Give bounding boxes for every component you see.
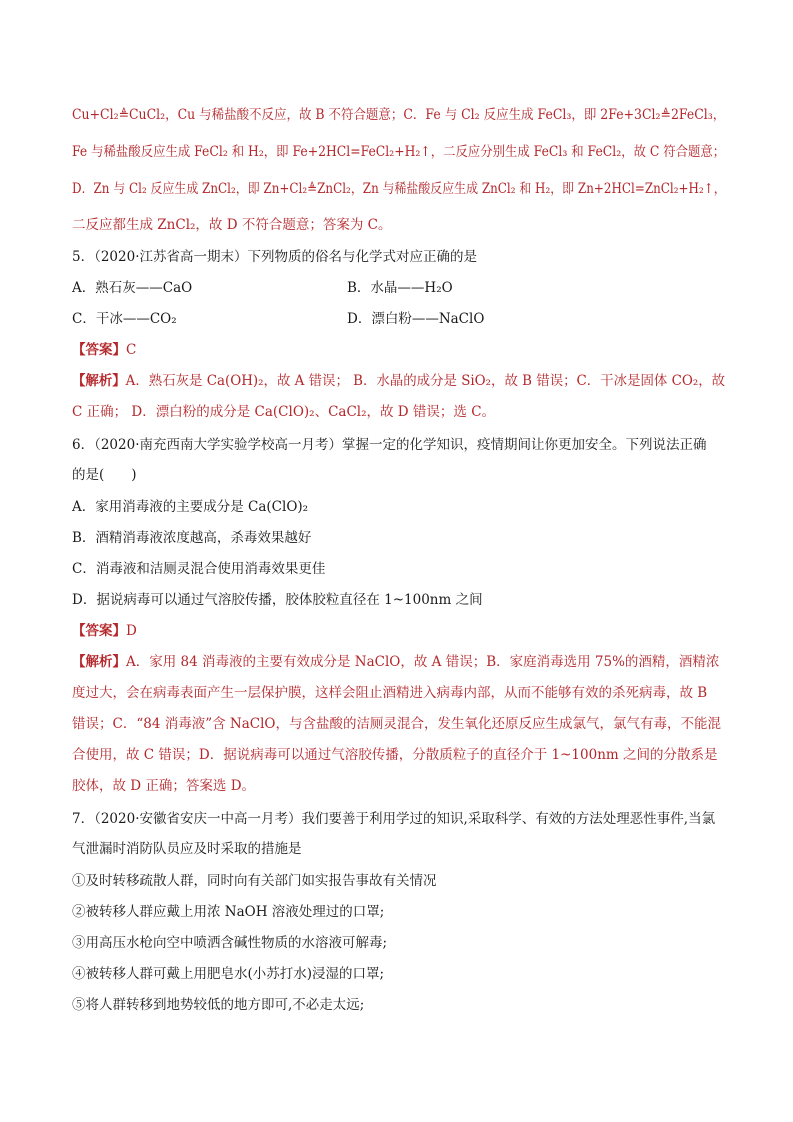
q6-answer [72, 622, 723, 640]
q5-answer [72, 341, 723, 359]
q7-item-1: ①及时转移疏散人群，同时向有关部门如实报告事故有关情况 [72, 873, 437, 889]
answer-value: C [126, 342, 137, 358]
q6-analysis-line-2: 度过大，会在病毒表面产生一层保护膜，这样会阻止酒精进入病毒内部，从而不能够有效的杀死病毒，故 B [72, 685, 708, 701]
q5-option-a: A．熟石灰——CaO [72, 280, 193, 296]
q5-analysis-line-2: C 正确； D．漂白粉的成分是 Ca(ClO)₂、CaCl₂，故 D 错误；选 C。 [72, 404, 496, 420]
analysis-label: 【解析】 [72, 654, 126, 670]
answer-label: 【答案】 [72, 623, 126, 639]
q5-option-b: B．水晶——H₂O [347, 280, 453, 296]
q5-option-c: C．干冰——CO₂ [72, 311, 177, 327]
answer-value: D [126, 623, 137, 639]
q6-analysis-line-3: 错误；C．“84 消毒液”含 NaClO，与含盐酸的洁厕灵混合，发生氧化还原反应生成氯气，氯气有毒，不能混 [72, 716, 721, 732]
q6-analysis-line-5: 胶体，故 D 正确；答案选 D。 [72, 778, 256, 794]
prev-analysis-line-2: Fe 与稀盐酸反应生成 FeCl₂ 和 H₂，即 Fe+2HCl=FeCl₂+H₂↑，二反应分别生成 FeCl₃ 和 FeCl₂，故 C 符合题意； [72, 144, 726, 160]
q6-option-c: C．消毒液和洁厕灵混合使用消毒效果更佳 [72, 561, 326, 577]
q7-stem-line-2: 气泄漏时消防队员应及时采取的措施是 [72, 841, 302, 857]
q6-stem-line-1: 6．（2020·南充西南大学实验学校高一月考）掌握一定的化学知识，疫情期间让你更加安全。下列说法正确 [72, 437, 707, 453]
q6-option-a: A．家用消毒液的主要成分是 Ca(ClO)₂ [72, 499, 309, 515]
prev-analysis-line-4: 二反应都生成 ZnCl₂，故 D 不符合题意；答案为 C。 [72, 217, 392, 233]
q7-stem-line-1: 7．（2020·安徽省安庆一中高一月考）我们要善于利用学过的知识,采取科学、有效的方法处理恶性事件,当氯 [72, 811, 716, 827]
q7-item-2: ②被转移人群应戴上用浓 NaOH 溶液处理过的口罩; [72, 904, 385, 920]
q6-option-d: D．据说病毒可以通过气溶胶传播，胶体胶粒直径在 1~100nm 之间 [72, 592, 483, 608]
q6-stem-line-2: 的是( ) [72, 467, 137, 483]
q6-analysis-line-1 [72, 653, 723, 671]
q7-item-5: ⑤将人群转移到地势较低的地方即可,不必走太远; [72, 997, 365, 1013]
q5-analysis-line-1 [72, 372, 726, 390]
prev-analysis-line-3: D．Zn 与 Cl₂ 反应生成 ZnCl₂，即 Zn+Cl₂≜ZnCl₂，Zn 与稀盐酸反应生成 ZnCl₂ 和 H₂，即 Zn+2HCl=ZnCl₂+H₂↑， [72, 181, 726, 197]
prev-analysis-line-1: Cu+Cl₂≜CuCl₂，Cu 与稀盐酸不反应，故 B 不符合题意；C．Fe 与 Cl₂ 反应生成 FeCl₃，即 2Fe+3Cl₂≜2FeCl₃， [72, 107, 726, 123]
analysis-label: 【解析】 [72, 373, 126, 389]
analysis-text: A．家用 84 消毒液的主要有效成分是 NaClO，故 A 错误；B．家庭消毒选用 75%的酒精，酒精浓 [126, 654, 720, 670]
q7-item-3: ③用高压水枪向空中喷洒含碱性物质的水溶液可解毒; [72, 935, 388, 951]
q6-analysis-line-4: 合使用，故 C 错误；D．据说病毒可以通过气溶胶传播，分散质粒子的直径介于 1~100nm 之间的分散系是 [72, 747, 718, 763]
q5-option-d: D．漂白粉——NaClO [347, 311, 485, 327]
q5-stem: 5．（2020·江苏省高一期末）下列物质的俗名与化学式对应正确的是 [72, 249, 477, 265]
answer-label: 【答案】 [72, 342, 126, 358]
analysis-text: A．熟石灰是 Ca(OH)₂，故 A 错误； B．水晶的成分是 SiO₂，故 B 错误；C．干冰是固体 CO₂，故 [125, 373, 726, 389]
q7-item-4: ④被转移人群可戴上用肥皂水(小苏打水)浸湿的口罩; [72, 966, 385, 982]
q6-option-b: B．酒精消毒液浓度越高，杀毒效果越好 [72, 530, 312, 546]
